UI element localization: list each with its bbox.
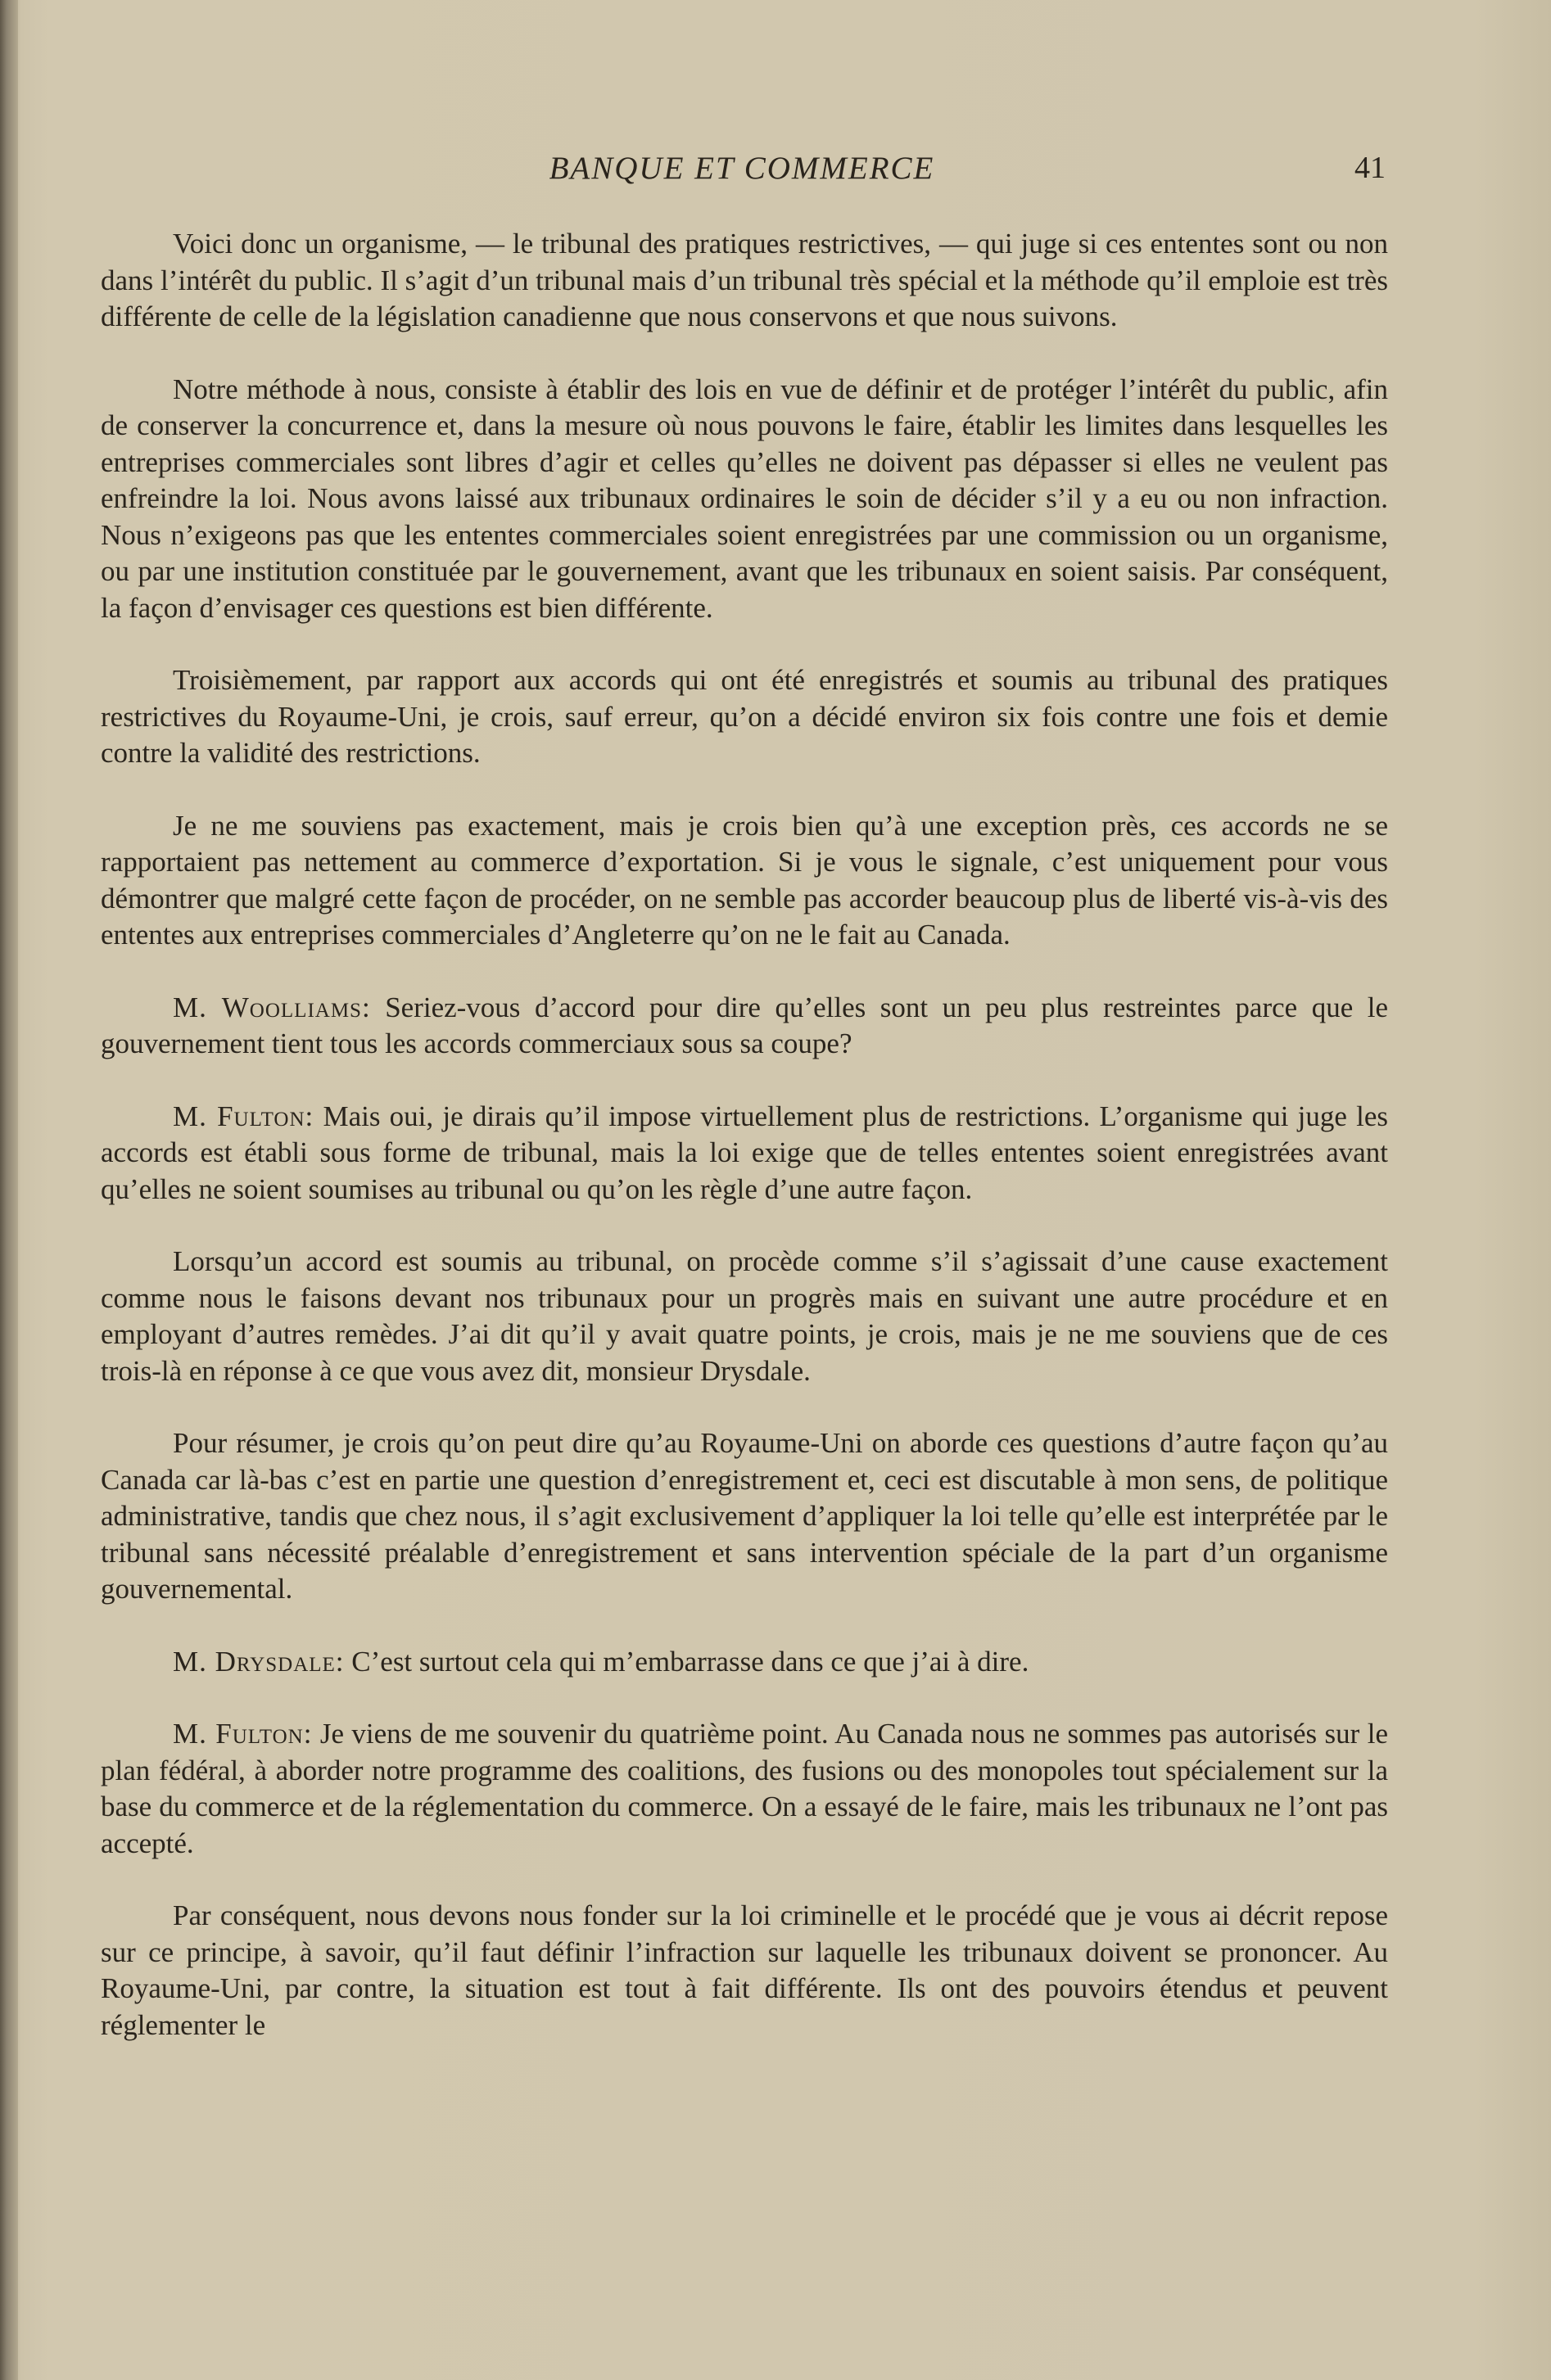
paragraph bbox=[101, 662, 1388, 772]
speaker-name: M. Drysdale: bbox=[173, 1645, 345, 1678]
page-header bbox=[98, 150, 1386, 196]
paragraph-text: Seriez-vous d’accord pour dire qu’elles sont un peu plus restreintes parce que le gouvernement tient tous les accords commerciaux sous sa coupe? bbox=[101, 991, 1388, 1059]
paragraph bbox=[101, 226, 1388, 336]
paragraph bbox=[101, 1425, 1388, 1608]
book-spine-shadow bbox=[0, 0, 18, 2380]
paragraph bbox=[101, 1716, 1388, 1862]
speaker-name: M. Fulton: bbox=[173, 1100, 314, 1132]
body-text bbox=[101, 226, 1388, 2080]
paragraph bbox=[101, 1644, 1388, 1681]
paragraph-text: C’est surtout cela qui m’embarrasse dans ce que j’ai à dire. bbox=[351, 1645, 1029, 1678]
paragraph bbox=[101, 1244, 1388, 1389]
paragraph-text: Voici donc un organisme, — le tribunal des pratiques restrictives, — qui juge si ces ententes sont ou non dans l’intérêt du public. Il s’agit d’un tribunal mais d’un tribunal très spécial et la méthode qu’il emploie est très différente de celle de la législation canadienne que nous conservons et que nous suivons. bbox=[101, 228, 1388, 332]
page-number: 41 bbox=[1354, 151, 1386, 185]
paragraph-text: Je ne me souviens pas exactement, mais je crois bien qu’à une exception près, ces accords ne se rapportaient pas nettement au commerce d’exportation. Si je vous le signale, c’est uniquement pour vous démontrer que malgré cette façon de procéder, on ne semble pas accorder beaucoup plus de liberté vis-à-vis des ententes aux entreprises commerciales d’Angleterre qu’on ne le fait au Canada. bbox=[101, 809, 1388, 951]
paragraph-text: Troisièmement, par rapport aux accords qui ont été enregistrés et soumis au tribunal des pratiques restrictives du Royaume-Uni, je crois, sauf erreur, qu’on a décidé environ six fois contre une fois et demie contre la validité des restrictions. bbox=[101, 664, 1388, 769]
paragraph bbox=[101, 808, 1388, 954]
speaker-name: M. Woolliams: bbox=[173, 991, 371, 1023]
paragraph bbox=[101, 990, 1388, 1063]
paragraph-text: Pour résumer, je crois qu’on peut dire qu’au Royaume-Uni on aborde ces questions d’autre façon qu’au Canada car là-bas c’est en partie une question d’enregistrement et, ceci est discutable à mon sens, de politique administrative, tandis que chez nous, il s’agit exclusivement d’appliquer la loi telle qu’elle est interprétée par le tribunal sans nécessité préalable d’enregistrement et sans intervention spéciale de la part d’un organisme gouvernemental. bbox=[101, 1427, 1388, 1605]
paragraph-text: Mais oui, je dirais qu’il impose virtuellement plus de restrictions. L’organisme qui juge les accords est établi sous forme de tribunal, mais la loi exige que de telles ententes soient enregistrées avant qu’elles ne soient soumises au tribunal ou qu’on les règle d’une autre façon. bbox=[101, 1100, 1388, 1205]
paragraph-text: Par conséquent, nous devons nous fonder sur la loi criminelle et le procédé que je vous ai décrit repose sur ce principe, à savoir, qu’il faut définir l’infraction sur laquelle les tribunaux doivent se prononcer. Au Royaume-Uni, par contre, la situation est tout à fait différente. Ils ont des pouvoirs étendus et peuvent réglementer le bbox=[101, 1899, 1388, 2041]
paragraph-text: Lorsqu’un accord est soumis au tribunal, on procède comme s’il s’agissait d’une cause exactement comme nous le faisons devant nos tribunaux pour un progrès mais en suivant une autre procédure et en employant d’autres remèdes. J’ai dit qu’il y avait quatre points, je crois, mais je ne me souviens que de ces trois-là en réponse à ce que vous avez dit, monsieur Drysdale. bbox=[101, 1245, 1388, 1387]
paragraph-text: Je viens de me souvenir du quatrième point. Au Canada nous ne sommes pas autorisés sur le plan fédéral, à aborder notre programme des coalitions, des fusions ou des monopoles tout spécialement sur la base du commerce et de la réglementation du commerce. On a essayé de le faire, mais les tribunaux ne l’ont pas accepté. bbox=[101, 1718, 1388, 1859]
paragraph bbox=[101, 1898, 1388, 2044]
paragraph bbox=[101, 1099, 1388, 1208]
speaker-name: M. Fulton: bbox=[173, 1718, 313, 1750]
paragraph bbox=[101, 372, 1388, 627]
paragraph-text: Notre méthode à nous, consiste à établir des lois en vue de définir et de protéger l’intérêt du public, afin de conserver la concurrence et, dans la mesure où nous pouvons le faire, établir les limites dans lesquelles les entreprises commerciales sont libres d’agir et celles qu’elles ne doivent pas dépasser si elles ne veulent pas enfreindre la loi. Nous avons laissé aux tribunaux ordinaires le soin de décider s’il y a eu ou non infraction. Nous n’exigeons pas que les ententes commerciales soient enregistrées par une commission ou un organisme, ou par une institution constituée par le gouvernement, avant que les tribunaux en soient saisis. Par conséquent, la façon d’envisager ces questions est bien différente. bbox=[101, 373, 1388, 624]
running-title: BANQUE ET COMMERCE bbox=[549, 151, 935, 186]
